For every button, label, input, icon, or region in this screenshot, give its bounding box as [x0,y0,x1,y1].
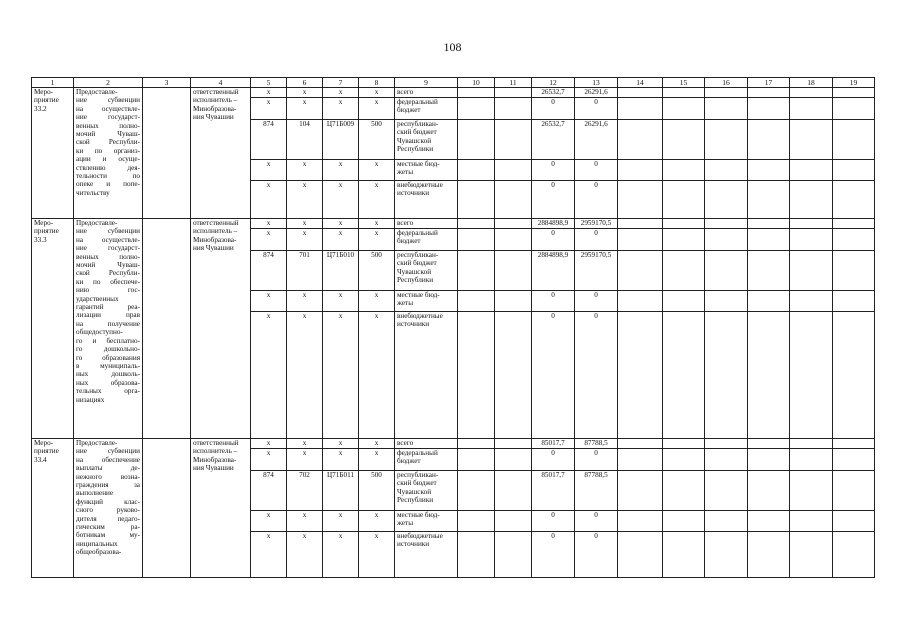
value-col12: 2884898,9 [532,219,575,229]
code-section: х [287,439,323,449]
code-target: х [323,449,359,471]
column-header: 17 [748,78,790,88]
empty-cell [748,449,790,471]
empty-cell [663,291,705,312]
empty-cell [458,532,495,578]
empty-cell [618,471,663,511]
code-section: 701 [287,251,323,291]
value-col13: 26291,6 [575,120,618,160]
empty-cell [495,511,532,532]
empty-cell [790,98,833,120]
column-header: 7 [323,78,359,88]
code-section: х [287,291,323,312]
value-col12: 0 [532,181,575,219]
empty-cell [790,219,833,229]
code-type: х [359,291,395,312]
code-target: Ц71Б010 [323,251,359,291]
value-col13: 26291,6 [575,88,618,98]
empty-cell [663,98,705,120]
empty-cell [663,229,705,251]
code-target: х [323,532,359,578]
value-col12: 0 [532,160,575,181]
column-header: 9 [395,78,458,88]
measure-label: Меро- приятие 33.3 [32,219,74,439]
code-section: х [287,219,323,229]
empty-cell [790,229,833,251]
code-section: х [287,181,323,219]
code-type: 500 [359,471,395,511]
empty-cell [790,511,833,532]
empty-cell [618,449,663,471]
code-type: х [359,449,395,471]
code-type: х [359,312,395,439]
value-col13: 0 [575,160,618,181]
code-section: х [287,98,323,120]
value-col12: 0 [532,98,575,120]
empty-cell [790,439,833,449]
empty-cell [663,251,705,291]
value-col12: 85017,7 [532,439,575,449]
empty-cell [495,219,532,229]
empty-cell [748,511,790,532]
code-grbs: х [251,449,287,471]
empty-cell [790,312,833,439]
empty-cell [790,88,833,98]
measure-label: Меро- приятие 33.4 [32,439,74,578]
empty-cell [663,120,705,160]
empty-cell [833,98,875,120]
executor-cell: ответственный исполнитель – Минобразова- ния Чувашии [191,439,251,578]
empty-cell [495,471,532,511]
column-header: 4 [191,78,251,88]
empty-cell [618,291,663,312]
funding-source: внебюджетные источники [395,181,458,219]
column-header: 16 [705,78,748,88]
empty-cell [458,312,495,439]
empty-cell [618,219,663,229]
empty-cell [790,291,833,312]
value-col12: 0 [532,532,575,578]
code-target: х [323,98,359,120]
value-col13: 0 [575,181,618,219]
value-col13: 0 [575,449,618,471]
code-grbs: х [251,291,287,312]
empty-cell [748,120,790,160]
empty-cell [705,219,748,229]
empty-cell [663,312,705,439]
code-target: х [323,229,359,251]
code-grbs: х [251,229,287,251]
empty-cell [618,251,663,291]
code-grbs: х [251,160,287,181]
empty-cell [495,251,532,291]
code-target: х [323,291,359,312]
empty-cell [663,181,705,219]
empty-cell [143,439,191,578]
funding-source: местные бюд- жеты [395,160,458,181]
value-col12: 26532,7 [532,88,575,98]
empty-cell [790,532,833,578]
measure-label: Меро- приятие 33.2 [32,88,74,219]
empty-cell [495,312,532,439]
value-col13: 87788,5 [575,439,618,449]
empty-cell [790,251,833,291]
table-row [32,88,875,98]
code-target: х [323,160,359,181]
value-col13: 0 [575,98,618,120]
empty-cell [495,532,532,578]
code-type: 500 [359,251,395,291]
empty-cell [748,181,790,219]
empty-cell [495,439,532,449]
empty-cell [705,439,748,449]
empty-cell [495,291,532,312]
empty-cell [833,532,875,578]
empty-cell [458,449,495,471]
empty-cell [618,439,663,449]
value-col13: 0 [575,511,618,532]
code-section: х [287,511,323,532]
value-col13: 87788,5 [575,471,618,511]
funding-source: местные бюд- жеты [395,291,458,312]
empty-cell [143,219,191,439]
column-header: 5 [251,78,287,88]
value-col12: 85017,7 [532,471,575,511]
empty-cell [748,291,790,312]
empty-cell [748,160,790,181]
code-section: х [287,532,323,578]
funding-source: внебюджетные источники [395,532,458,578]
code-grbs: х [251,439,287,449]
code-grbs: 874 [251,120,287,160]
funding-source: федеральный бюджет [395,98,458,120]
code-section: х [287,229,323,251]
empty-cell [705,449,748,471]
empty-cell [458,291,495,312]
column-header: 8 [359,78,395,88]
value-col13: 0 [575,532,618,578]
code-grbs: х [251,219,287,229]
code-section: х [287,312,323,439]
empty-cell [663,511,705,532]
code-target: Ц71Б009 [323,120,359,160]
empty-cell [790,120,833,160]
code-grbs: 874 [251,471,287,511]
empty-cell [833,219,875,229]
funding-source: республикан- ский бюджет Чувашской Республики [395,471,458,511]
empty-cell [618,120,663,160]
table-row [32,219,875,229]
value-col13: 2959170,5 [575,219,618,229]
code-target: х [323,181,359,219]
column-header: 10 [458,78,495,88]
empty-cell [143,88,191,219]
empty-cell [618,88,663,98]
code-type: 500 [359,120,395,160]
code-grbs: 874 [251,251,287,291]
empty-cell [790,160,833,181]
value-col12: 0 [532,511,575,532]
value-col13: 0 [575,291,618,312]
empty-cell [748,88,790,98]
empty-cell [458,160,495,181]
funding-source: федеральный бюджет [395,449,458,471]
code-type: х [359,532,395,578]
code-section: х [287,160,323,181]
table-row [32,439,875,449]
code-grbs: х [251,181,287,219]
measure-description: Предоставле- ние субвенции на осуществле- ние государст- венных полно- мочий Чуваш- ской Республи- ки по обеспече- нию гос- ударственных гарантий реа- лизации прав на получение общедоступно- го и бесплатно- го дошкольно- го образования в муниципаль- ных дошколь- ных образова- тельных орга- низациях [74,219,143,439]
empty-cell [790,181,833,219]
value-col13: 2959170,5 [575,251,618,291]
empty-cell [618,312,663,439]
code-target: х [323,88,359,98]
code-grbs: х [251,511,287,532]
empty-cell [705,312,748,439]
code-type: х [359,98,395,120]
page-number: 108 [443,40,462,54]
empty-cell [495,181,532,219]
empty-cell [833,181,875,219]
funding-source: внебюджетные источники [395,312,458,439]
column-header: 13 [575,78,618,88]
empty-cell [833,511,875,532]
measure-description: Предоставле- ние субвенции на осуществле- ние государст- венных полно- мочий Чуваш- ской Республи- ки по организ- ации и осуще- ствлению дея- тельности по опеке и попе- чительству [74,88,143,219]
header-row [32,78,875,88]
code-target: х [323,312,359,439]
column-header: 19 [833,78,875,88]
code-type: х [359,219,395,229]
code-section: х [287,88,323,98]
value-col13: 0 [575,312,618,439]
code-target: х [323,219,359,229]
empty-cell [748,312,790,439]
empty-cell [705,181,748,219]
empty-cell [705,251,748,291]
code-type: х [359,439,395,449]
column-header: 1 [32,78,74,88]
value-col12: 2884898,9 [532,251,575,291]
empty-cell [458,181,495,219]
empty-cell [458,511,495,532]
code-target: Ц71Б011 [323,471,359,511]
empty-cell [458,471,495,511]
column-header: 14 [618,78,663,88]
empty-cell [705,471,748,511]
funding-source: федеральный бюджет [395,229,458,251]
code-target: х [323,439,359,449]
empty-cell [705,291,748,312]
code-grbs: х [251,88,287,98]
column-header: 11 [495,78,532,88]
empty-cell [495,449,532,471]
budget-table [31,77,875,578]
empty-cell [663,160,705,181]
executor-cell: ответственный исполнитель – Минобразова- ния Чувашии [191,219,251,439]
empty-cell [495,229,532,251]
empty-cell [663,88,705,98]
empty-cell [618,181,663,219]
empty-cell [663,471,705,511]
code-target: х [323,511,359,532]
empty-cell [705,88,748,98]
empty-cell [705,532,748,578]
empty-cell [618,229,663,251]
empty-cell [748,229,790,251]
empty-cell [663,532,705,578]
empty-cell [495,98,532,120]
empty-cell [705,160,748,181]
empty-cell [705,120,748,160]
empty-cell [663,449,705,471]
funding-source: всего [395,439,458,449]
empty-cell [663,219,705,229]
code-type: х [359,160,395,181]
column-header: 18 [790,78,833,88]
funding-source: местные бюд- жеты [395,511,458,532]
value-col12: 26532,7 [532,120,575,160]
empty-cell [748,471,790,511]
funding-source: всего [395,88,458,98]
column-header: 12 [532,78,575,88]
empty-cell [833,439,875,449]
empty-cell [833,88,875,98]
value-col12: 0 [532,291,575,312]
empty-cell [833,120,875,160]
code-grbs: х [251,312,287,439]
empty-cell [833,471,875,511]
empty-cell [790,471,833,511]
empty-cell [705,98,748,120]
empty-cell [458,219,495,229]
empty-cell [495,120,532,160]
code-section: 702 [287,471,323,511]
value-col12: 0 [532,229,575,251]
column-header: 3 [143,78,191,88]
value-col13: 0 [575,229,618,251]
executor-cell: ответственный исполнитель – Минобразова- ния Чувашии [191,88,251,219]
value-col12: 0 [532,449,575,471]
funding-source: всего [395,219,458,229]
empty-cell [748,219,790,229]
empty-cell [458,251,495,291]
code-type: х [359,229,395,251]
measure-description: Предоставле- ние субвенции на обеспечение выплаты де- нежного возна- граждения за выполнение функций клас- сного руково- дителя педаго- гическим ра- ботникам му- ниципальных общеобразова- [74,439,143,578]
empty-cell [458,98,495,120]
code-section: 104 [287,120,323,160]
empty-cell [748,532,790,578]
empty-cell [663,439,705,449]
empty-cell [748,439,790,449]
empty-cell [458,88,495,98]
empty-cell [833,251,875,291]
column-header: 2 [74,78,143,88]
empty-cell [458,120,495,160]
empty-cell [495,88,532,98]
value-col12: 0 [532,312,575,439]
empty-cell [705,511,748,532]
empty-cell [833,229,875,251]
column-header: 6 [287,78,323,88]
code-grbs: х [251,98,287,120]
code-type: х [359,181,395,219]
empty-cell [833,291,875,312]
empty-cell [495,160,532,181]
empty-cell [618,160,663,181]
empty-cell [748,251,790,291]
code-grbs: х [251,532,287,578]
empty-cell [748,98,790,120]
empty-cell [458,439,495,449]
empty-cell [833,312,875,439]
empty-cell [618,532,663,578]
empty-cell [458,229,495,251]
empty-cell [618,511,663,532]
empty-cell [705,229,748,251]
funding-source: республикан- ский бюджет Чувашской Республики [395,251,458,291]
empty-cell [618,98,663,120]
code-type: х [359,88,395,98]
column-header: 15 [663,78,705,88]
empty-cell [790,449,833,471]
funding-source: республикан- ский бюджет Чувашской Республики [395,120,458,160]
empty-cell [833,449,875,471]
code-section: х [287,449,323,471]
code-type: х [359,511,395,532]
empty-cell [833,160,875,181]
